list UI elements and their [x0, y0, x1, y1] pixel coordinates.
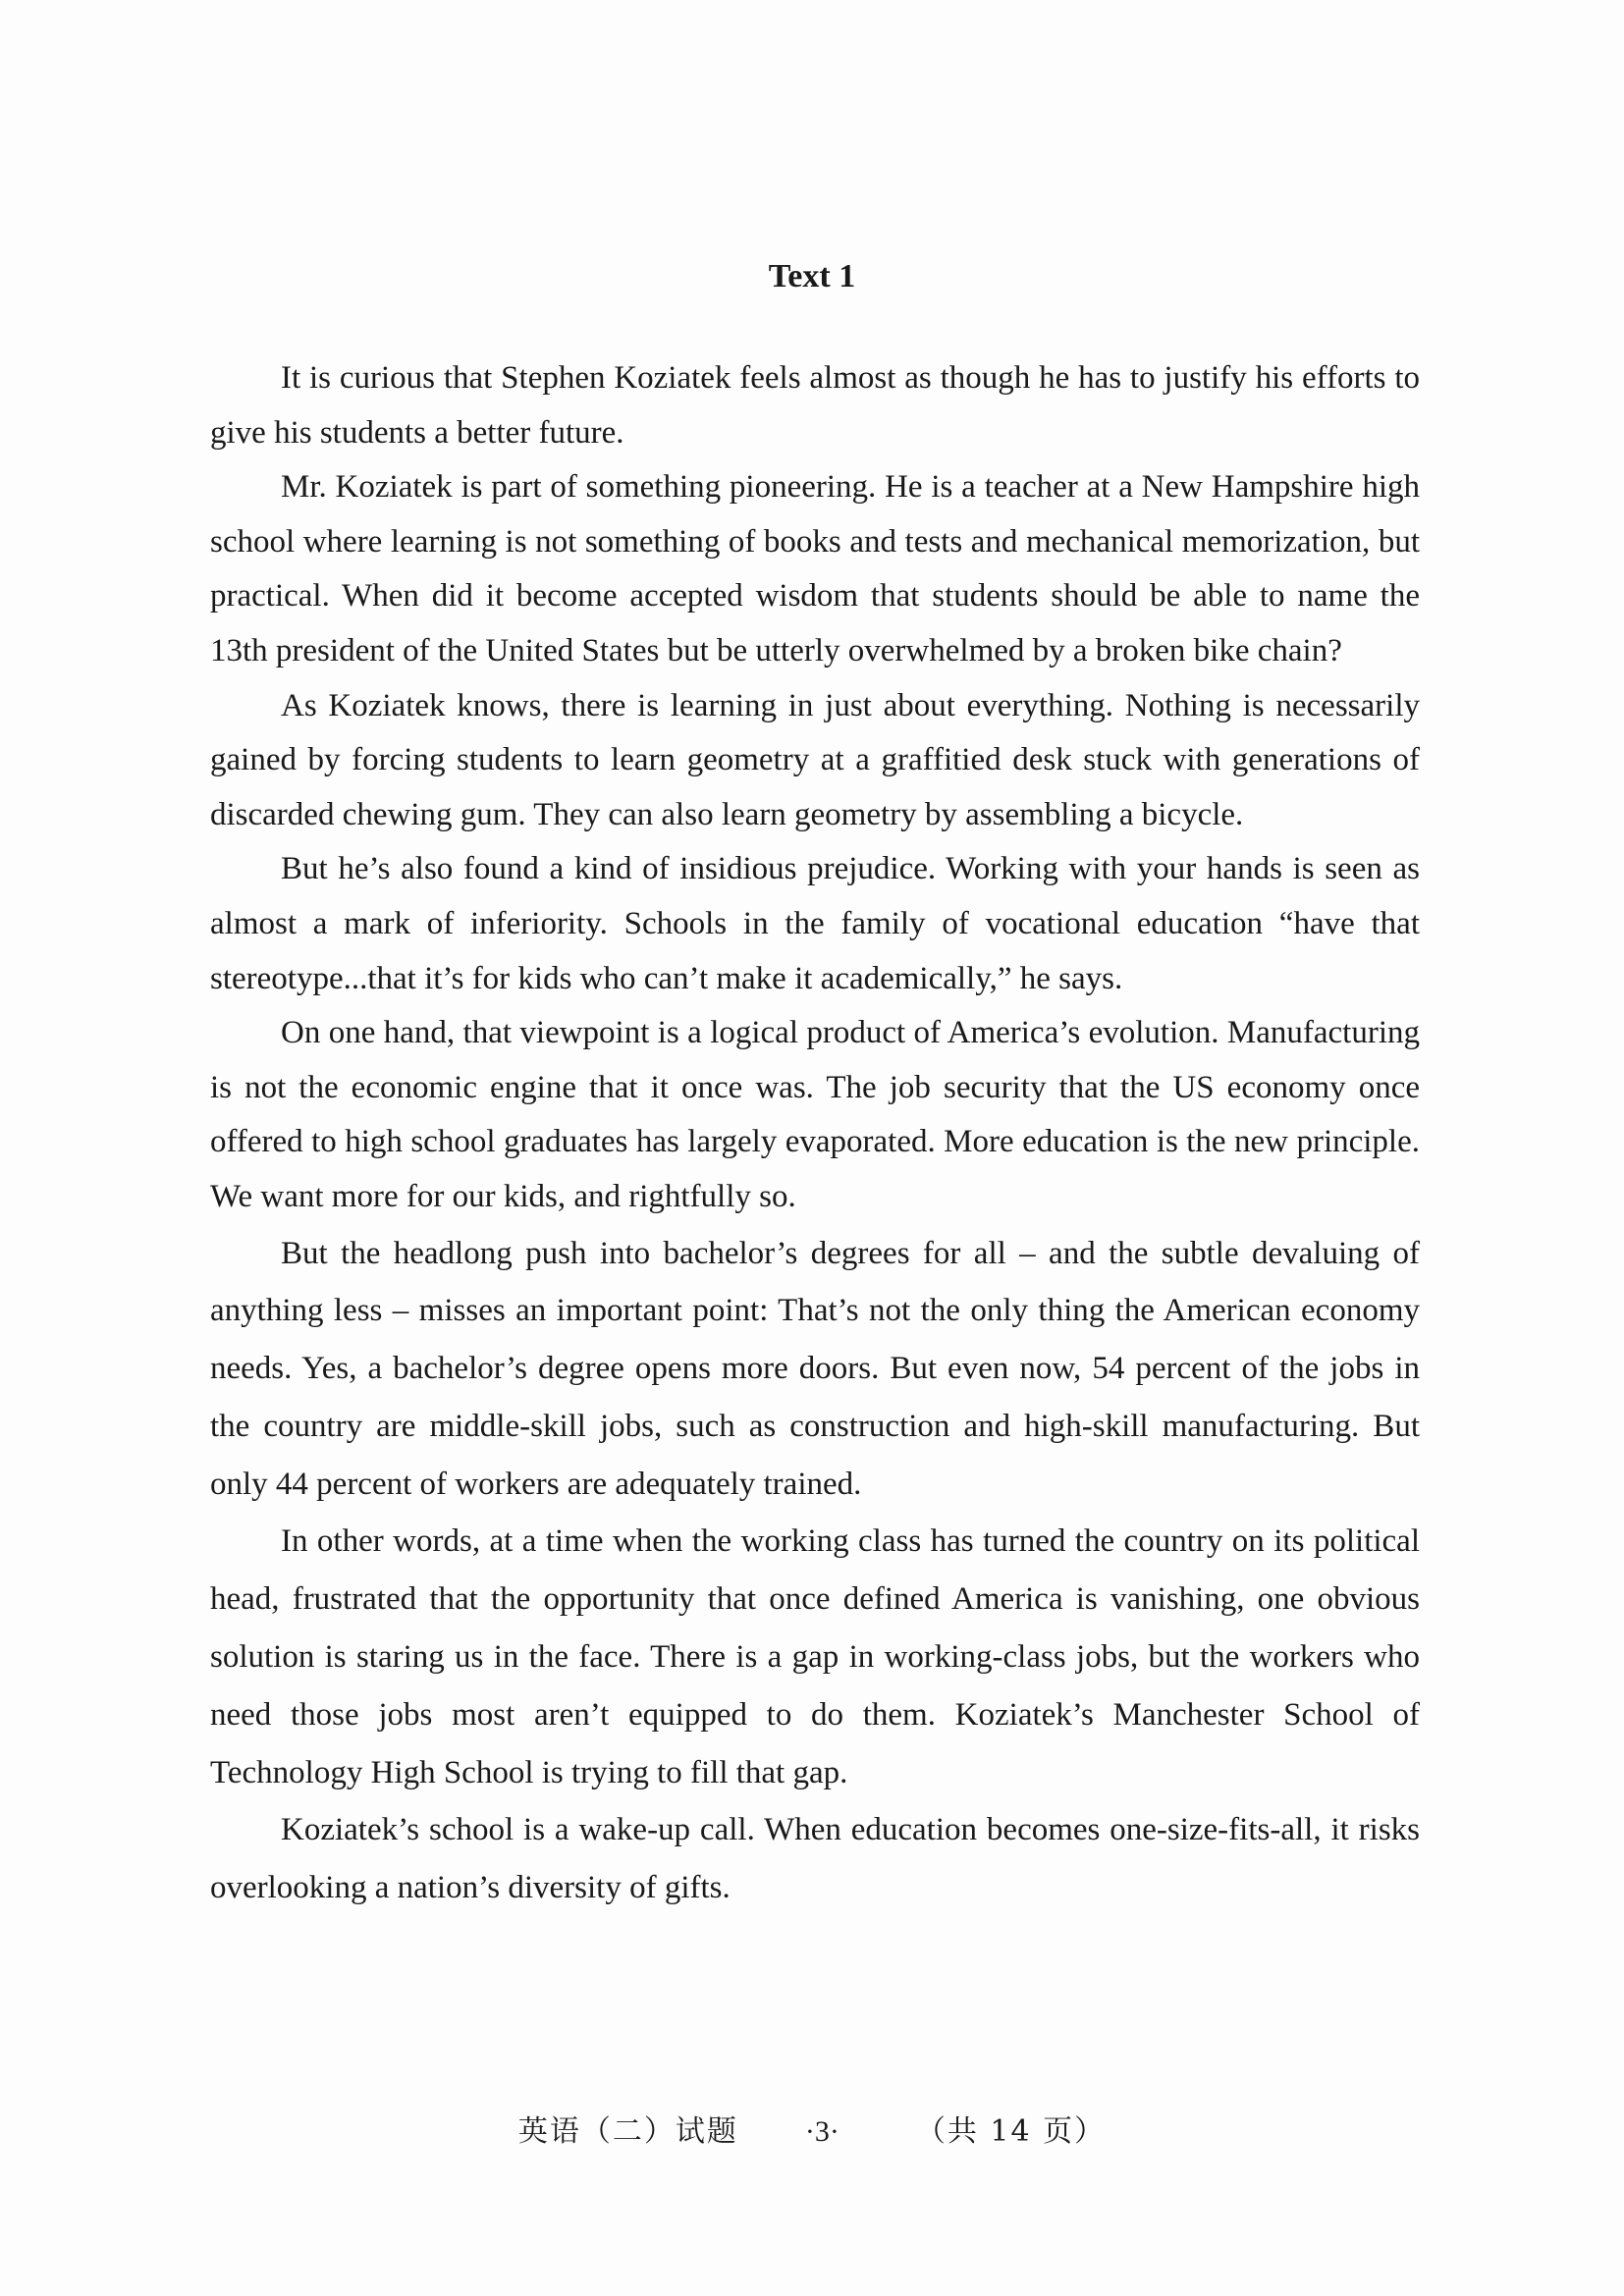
paragraph-7: In other words, at a time when the working class has turned the country on its political head, frustrated that the opportunity that once defined America is vanishing, one obvious solution is staring us in the face. There is a gap in working-class jobs, but the workers who need those jobs most aren’t equipped to do them. Koziatek’s Manchester School of Technology High School is trying to fill that gap.: [210, 1523, 1420, 1790]
paragraph-2: Mr. Koziatek is part of something pioneering. He is a teacher at a New Hampshire high school where learning is not something of books and tests and mechanical memorization, but practical. When did it become accepted wisdom that students should be able to name the 13th president of the United States but be utterly overwhelmed by a broken bike chain?: [210, 469, 1420, 668]
exam-title: 英语（二）试题: [517, 2114, 738, 2149]
page-footer: [0, 2110, 1624, 2154]
paragraph-3: As Koziatek knows, there is learning in just about everything. Nothing is necessarily gained by forcing students to learn geometry at a graffitied desk stuck with generations of discarded chewing gum. They can also learn geometry by assembling a bicycle.: [210, 687, 1420, 832]
paragraph-5: On one hand, that viewpoint is a logical product of America’s evolution. Manufacturing is not the economic engine that it once was. The job security that the US economy once offered to high school graduates has largely evaporated. More education is the new principle. We want more for our kids, and rightfully so.: [210, 1015, 1420, 1214]
paragraph-6: But the headlong push into bachelor’s degrees for all – and the subtle devaluing of anything less – misses an important point: That’s not the only thing the American economy needs. Yes, a bachelor’s degree opens more doors. But even now, 54 percent of the jobs in the country are middle-skill jobs, such as construction and high-skill manufacturing. But only 44 percent of workers are adequately trained.: [210, 1235, 1420, 1502]
paragraph-4: But he’s also found a kind of insidious prejudice. Working with your hands is seen as almost a mark of inferiority. Schools in the family of vocational education “have that stereotype...that it’s for kids who can’t make it academically,” he says.: [210, 851, 1420, 996]
text-title: Text 1: [768, 258, 856, 294]
page-number: ·3·: [804, 2115, 839, 2148]
paragraph-1: It is curious that Stephen Koziatek feels almost as though he has to justify his efforts to give his students a better future.: [210, 360, 1420, 451]
total-pages: （共 14 页）: [915, 2114, 1107, 2149]
article-body: [210, 351, 1420, 1917]
paragraph-8: Koziatek’s school is a wake-up call. When education becomes one-size-fits-all, it risks overlooking a nation’s diversity of gifts.: [210, 1812, 1420, 1906]
